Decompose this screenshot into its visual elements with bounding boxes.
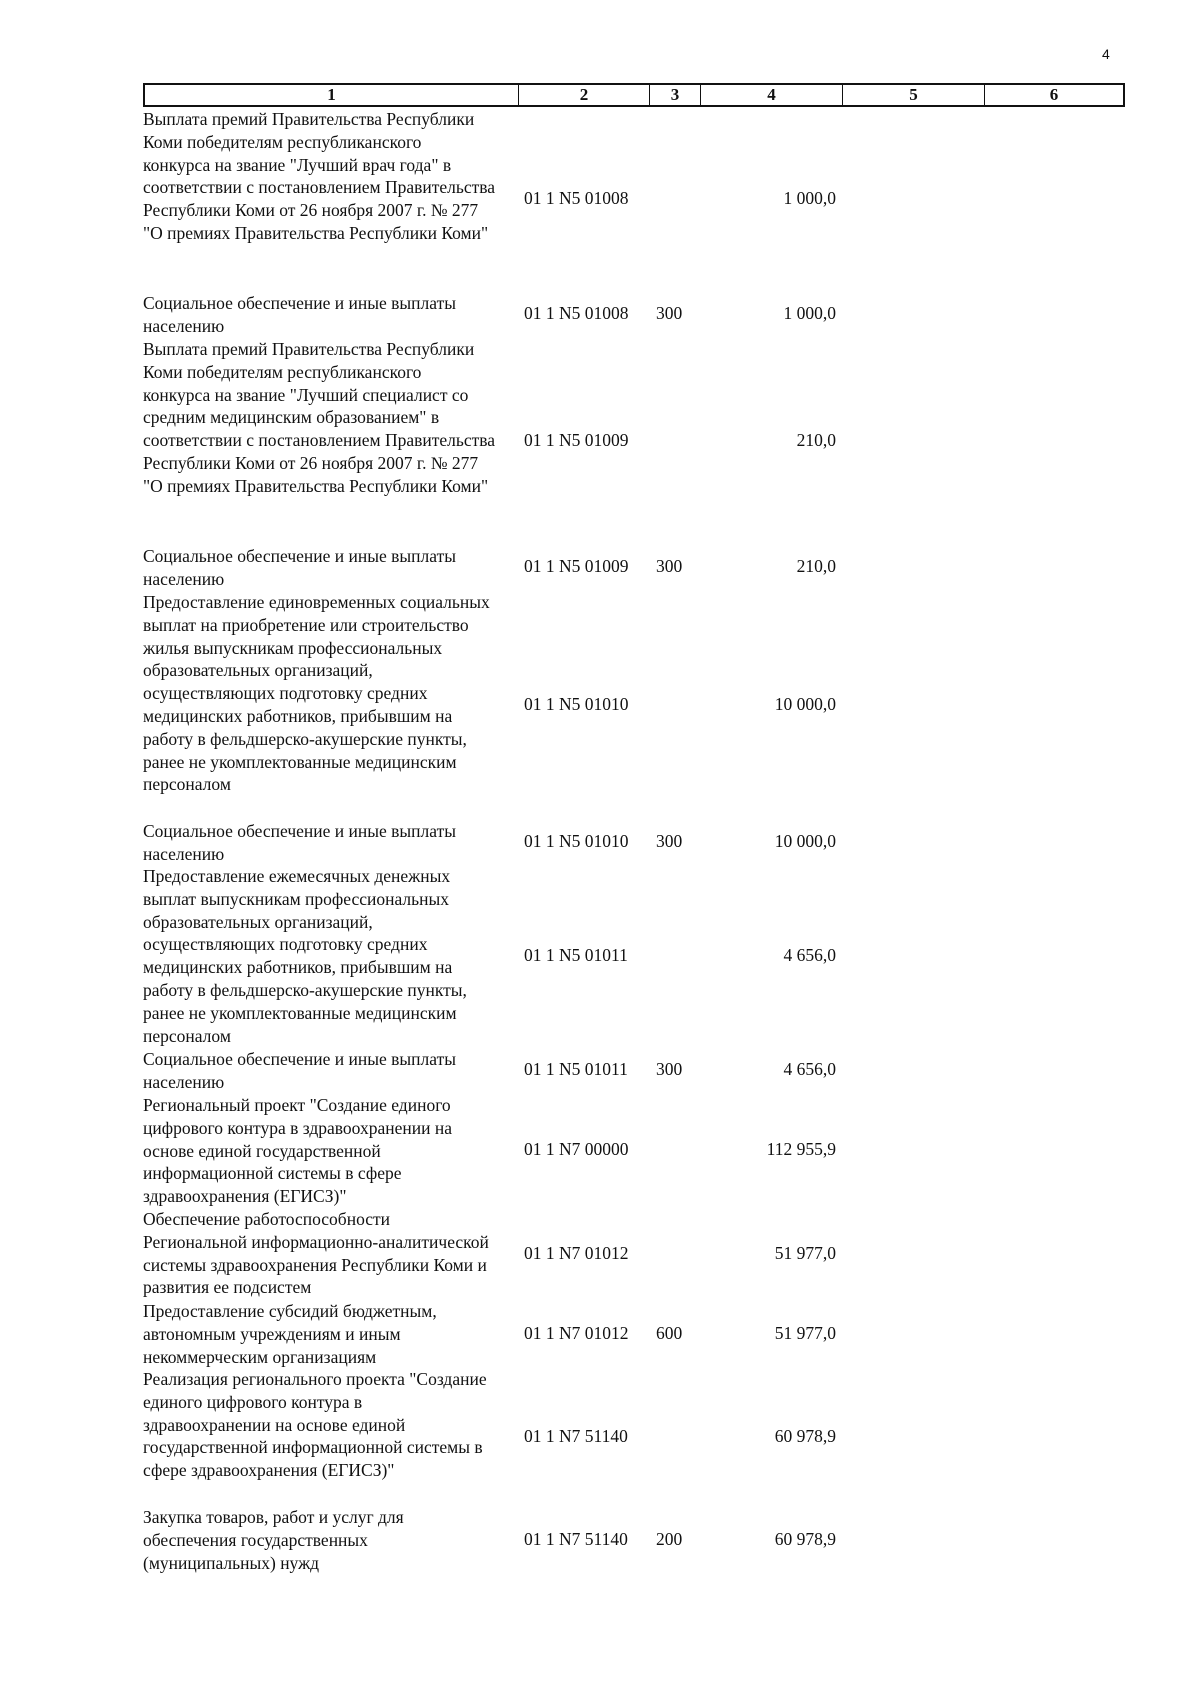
row-amount: 51 977,0 bbox=[774, 1323, 836, 1343]
row-description: Предоставление субсидий бюджетным, автономным учреждениям и иным некоммерческим организациям bbox=[143, 1301, 437, 1367]
row-description: Выплата премий Правительства Республики Коми победителям республиканского конкурса на звание "Лучший специалист со средним медицинским образованием" в соответствии с постановлением Правительства Республики Коми от 26 ноября 2007 г. № 277 "О премиях Правительства Республики Коми" bbox=[143, 339, 496, 496]
row-code: 01 1 N5 01010 bbox=[524, 831, 629, 851]
row-code: 01 1 N7 51140 bbox=[524, 1529, 628, 1549]
row-type: 300 bbox=[656, 303, 683, 323]
row-code: 01 1 N5 01008 bbox=[524, 303, 629, 323]
row-amount: 1 000,0 bbox=[783, 303, 836, 323]
row-description: Социальное обеспечение и иные выплаты населению bbox=[143, 1049, 457, 1092]
row-amount: 210,0 bbox=[796, 556, 836, 576]
row-amount: 10 000,0 bbox=[774, 831, 836, 851]
row-description: Реализация регионального проекта "Создание единого цифрового контура в здравоохранении на основе единой государственной информационной системы в сфере здравоохранения (ЕГИСЗ)" bbox=[143, 1369, 487, 1481]
row-amount: 112 955,9 bbox=[766, 1139, 836, 1159]
row-description: Выплата премий Правительства Республики Коми победителям республиканского конкурса на звание "Лучший врач года" в соответствии с постановлением Правительства Республики Коми от 26 ноября 2007 г. № 277 "О премиях Правительства Республики Коми" bbox=[143, 109, 496, 243]
row-code: 01 1 N5 01011 bbox=[524, 945, 628, 965]
row-type: 300 bbox=[656, 831, 683, 851]
row-amount: 51 977,0 bbox=[774, 1243, 836, 1263]
row-amount: 4 656,0 bbox=[783, 1059, 836, 1079]
row-type: 600 bbox=[656, 1323, 683, 1343]
row-amount: 60 978,9 bbox=[774, 1529, 836, 1549]
row-type: 200 bbox=[656, 1529, 683, 1549]
row-description: Закупка товаров, работ и услуг для обеспечения государственных (муниципальных) нужд bbox=[143, 1507, 404, 1573]
row-description: Социальное обеспечение и иные выплаты населению bbox=[143, 293, 457, 336]
row-code: 01 1 N7 01012 bbox=[524, 1243, 629, 1263]
row-code: 01 1 N5 01011 bbox=[524, 1059, 628, 1079]
row-code: 01 1 N5 01008 bbox=[524, 188, 629, 208]
column-header-3: 3 bbox=[650, 85, 701, 105]
row-code: 01 1 N5 01009 bbox=[524, 430, 629, 450]
row-amount: 1 000,0 bbox=[783, 188, 836, 208]
row-amount: 60 978,9 bbox=[774, 1426, 836, 1446]
row-description: Обеспечение работоспособности Региональной информационно-аналитической системы здравоохранения Республики Коми и развития ее подсистем bbox=[143, 1209, 489, 1298]
row-amount: 4 656,0 bbox=[783, 945, 836, 965]
row-type: 300 bbox=[656, 1059, 683, 1079]
row-description: Социальное обеспечение и иные выплаты населению bbox=[143, 821, 457, 864]
row-code: 01 1 N7 00000 bbox=[524, 1139, 629, 1159]
row-code: 01 1 N7 51140 bbox=[524, 1426, 628, 1446]
row-description: Социальное обеспечение и иные выплаты населению bbox=[143, 546, 457, 589]
column-header-6: 6 bbox=[1049, 85, 1059, 104]
column-header-4: 4 bbox=[701, 85, 843, 105]
row-description: Предоставление единовременных социальных выплат на приобретение или строительство жилья выпускникам профессиональных образовательных организаций, осуществляющих подготовку средних медицинских работников, прибывшим на работу в фельдшерско-акушерские пункты, ранее не укомплектованные медицинским персоналом bbox=[143, 592, 490, 795]
column-header-table bbox=[143, 83, 1125, 107]
row-amount: 10 000,0 bbox=[774, 694, 836, 714]
row-code: 01 1 N7 01012 bbox=[524, 1323, 629, 1343]
row-code: 01 1 N5 01010 bbox=[524, 694, 629, 714]
row-code: 01 1 N5 01009 bbox=[524, 556, 629, 576]
column-header-2: 2 bbox=[519, 85, 650, 105]
page-number: 4 bbox=[1102, 46, 1110, 62]
row-description: Региональный проект "Создание единого цифрового контура в здравоохранении на основе единой государственной информационной системы в сфере здравоохранения (ЕГИСЗ)" bbox=[143, 1095, 452, 1207]
column-header-1: 1 bbox=[145, 85, 519, 105]
row-amount: 210,0 bbox=[796, 430, 836, 450]
column-header-5: 5 bbox=[843, 85, 985, 105]
row-type: 300 bbox=[656, 556, 683, 576]
row-description: Предоставление ежемесячных денежных выплат выпускникам профессиональных образовательных организаций, осуществляющих подготовку средних медицинских работников, прибывшим на работу в фельдшерско-акушерские пункты, ранее не укомплектованные медицинским персоналом bbox=[143, 866, 467, 1046]
